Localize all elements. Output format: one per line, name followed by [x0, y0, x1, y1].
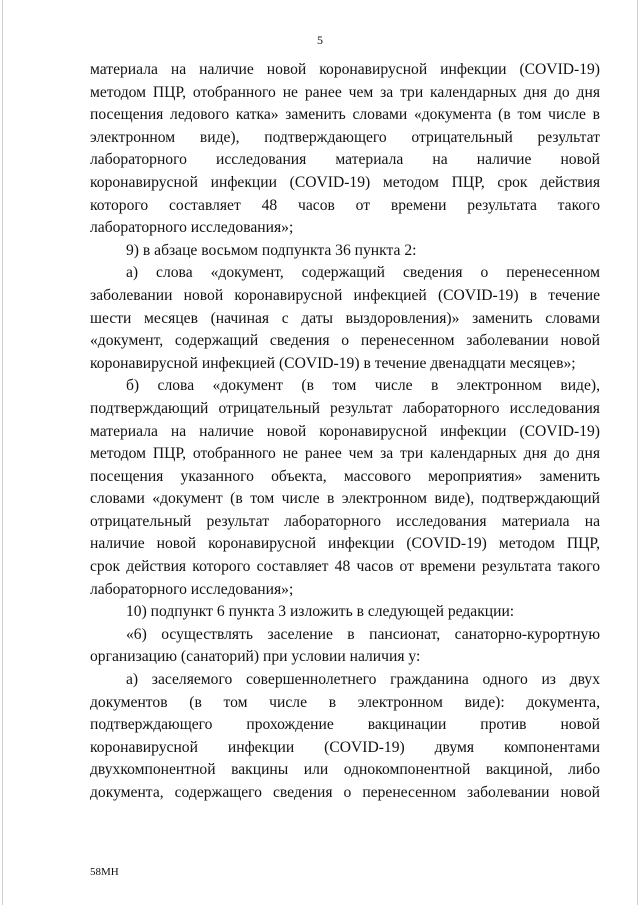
text-line: лабораторного исследования»; [90, 219, 294, 237]
text-line: коронавирусной инфекции (COVID-19) методом ПЦР, срок действия [90, 173, 600, 191]
text-line: шести месяцев (начиная с даты выздоровления)» заменить словами [90, 309, 600, 327]
text-line: наличие новой коронавирусной инфекции (COVID-19) методом ПЦР, [90, 535, 600, 553]
text-line: коронавирусной инфекцией (COVID-19) в течение двенадцати месяцев»; [90, 354, 576, 372]
text-line: словами «документ (в том числе в электронном виде), подтверждающий [90, 490, 600, 508]
scan-edge-right [637, 0, 638, 905]
text-line: документа, содержащего сведения о перенесенном заболевании новой [90, 784, 600, 801]
document-body [90, 59, 600, 805]
text-line: срок действия которого составляет 48 часов от времени результата такого [90, 558, 600, 576]
text-line: «6) осуществлять заселение в пансионат, санаторно-курортную [126, 625, 600, 643]
text-line: посещения ледового катка» заменить словами «документа (в том числе в [90, 106, 600, 124]
scan-edge-left [2, 0, 3, 905]
text-line: методом ПЦР, отобранного не ранее чем за три календарных дня до дня [90, 445, 600, 463]
text-line: отрицательный результат лабораторного исследования материала на [90, 512, 600, 530]
text-line: документов (в том числе в электронном виде): документа, [90, 693, 600, 711]
text-line: 9) в абзаце восьмом подпункта 36 пункта 2: [126, 241, 417, 259]
text-line: материала на наличие новой коронавирусной инфекции (COVID-19) [90, 422, 600, 440]
page-number: 5 [317, 33, 323, 47]
text-line: организацию (санаторий) при условии наличия у: [90, 648, 421, 666]
text-line: «документ, содержащий сведения о перенесенном заболевании новой [90, 332, 600, 350]
text-line: коронавирусной инфекции (COVID-19) двумя компонентами [90, 738, 600, 756]
text-line: лабораторного исследования материала на наличие новой [90, 151, 600, 169]
text-line: электронном виде), подтверждающего отрицательный результат [90, 128, 600, 146]
text-line: материала на наличие новой коронавирусной инфекции (COVID-19) [90, 61, 600, 78]
text-line: подтверждающий отрицательный результат лабораторного исследования [90, 399, 600, 417]
text-line: б) слова «документ (в том числе в электронном виде), [126, 377, 600, 395]
text-line: лабораторного исследования»; [90, 580, 294, 598]
text-line: 10) подпункт 6 пункта 3 изложить в следующей редакции: [126, 603, 515, 621]
text-line: заболевании новой коронавирусной инфекцией (COVID-19) в течение [90, 286, 600, 304]
footer-code: 58МН [90, 866, 119, 878]
text-line: подтверждающего прохождение вакцинации против новой [90, 716, 600, 734]
text-line: а) слова «документ, содержащий сведения о перенесенном [126, 264, 600, 282]
text-line: которого составляет 48 часов от времени результата такого [90, 196, 600, 214]
text-line: а) заселяемого совершеннолетнего гражданина одного из двух [126, 671, 600, 689]
text-line: посещения указанного объекта, массового мероприятия» заменить [90, 467, 600, 485]
text-line: методом ПЦР, отобранного не ранее чем за три календарных дня до дня [90, 83, 600, 101]
text-line: двухкомпонентной вакцины или однокомпонентной вакциной, либо [90, 761, 600, 779]
